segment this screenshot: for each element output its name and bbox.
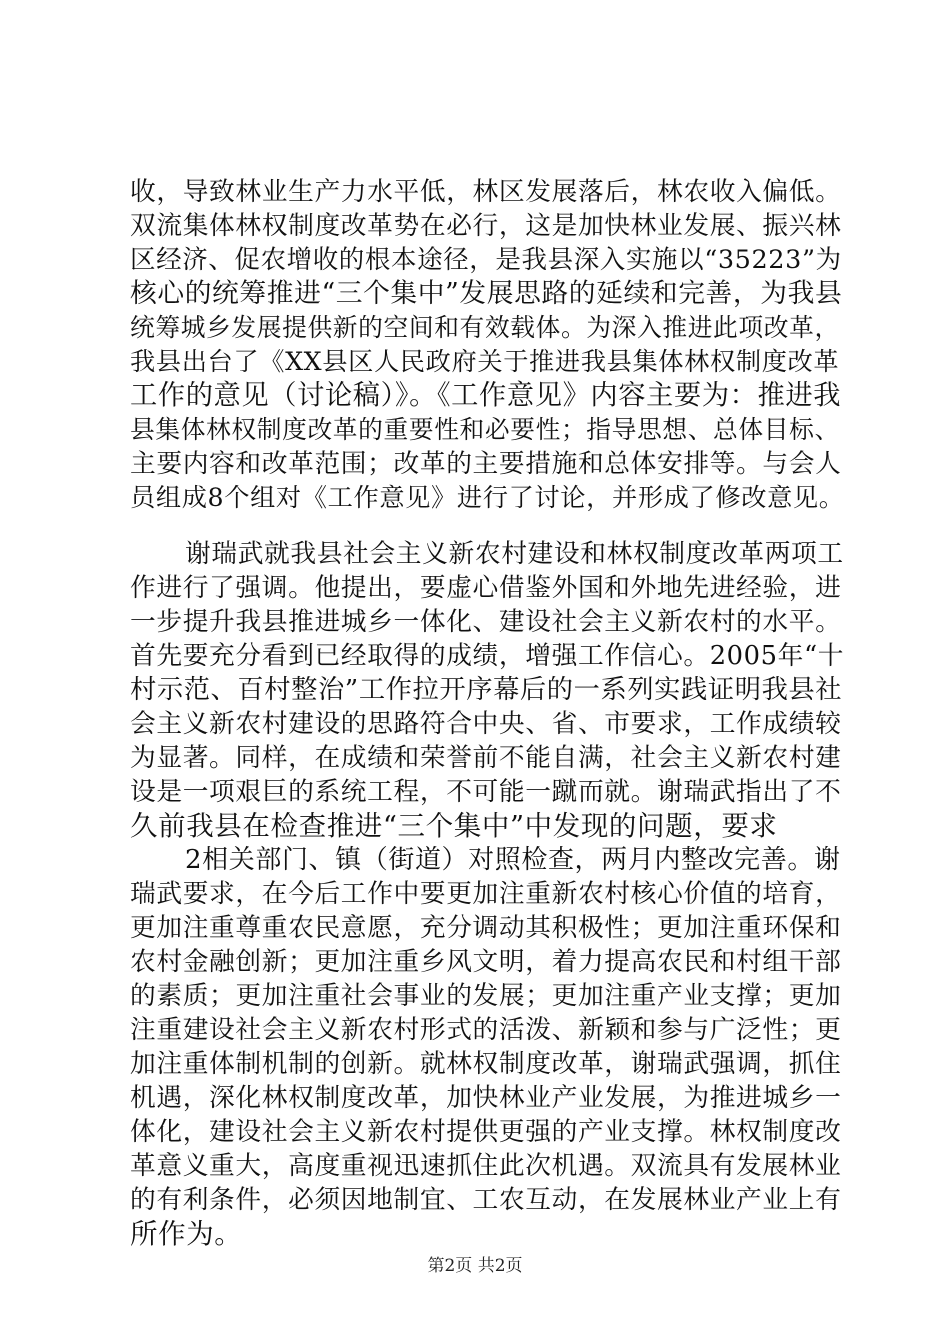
text-line: 的有利条件，必须因地制宜、工农互动，在发展林业产业上有 [130, 1185, 842, 1215]
text-line: 作进行了强调。他提出，要虚心借鉴外国和外地先进经验，进 [130, 573, 842, 603]
text-line: 所作为。 [130, 1218, 243, 1250]
text-line: 设是一项艰巨的系统工程，不可能一蹴而就。谢瑞武指出了不 [130, 777, 842, 807]
text-line: 为显著。同样，在成绩和荣誉前不能自满，社会主义新农村建 [130, 743, 842, 773]
text-line: 会主义新农村建设的思路符合中央、省、市要求，工作成绩较 [130, 709, 842, 739]
text-line: 的素质；更加注重社会事业的发展；更加注重产业支撑；更加 [130, 981, 842, 1011]
text-line: 区经济、促农增收的根本途径，是我县深入实施以“35223”为 [130, 245, 842, 275]
text-line: 更加注重尊重农民意愿，充分调动其积极性；更加注重环保和 [130, 913, 842, 943]
text-line: 我县出台了《XX县区人民政府关于推进我县集体林权制度改革 [130, 347, 840, 376]
text-line: 一步提升我县推进城乡一体化、建设社会主义新农村的水平。 [130, 607, 842, 637]
text-line: 工作的意见（讨论稿）》。《工作意见》内容主要为：推进我 [130, 380, 842, 411]
text-line: 谢瑞武就我县社会主义新农村建设和林权制度改革两项工 [185, 539, 844, 569]
text-line: 农村金融创新；更加注重乡风文明，着力提高农民和村组干部 [130, 947, 842, 977]
text-line: 首先要充分看到已经取得的成绩，增强工作信心。2005年“十 [130, 641, 845, 671]
page-number-footer: 第2页 共2页 [427, 1256, 523, 1276]
text-line: 2相关部门、镇（街道）对照检查，两月内整改完善。谢 [185, 845, 841, 875]
text-line: 村示范、百村整治”工作拉开序幕后的一系列实践证明我县社 [130, 675, 843, 705]
text-line: 县集体林权制度改革的重要性和必要性；指导思想、总体目标、 [130, 415, 840, 444]
text-line: 体化，建设社会主义新农村提供更强的产业支撑。林权制度改 [130, 1117, 842, 1147]
text-line: 核心的统筹推进“三个集中”发展思路的延续和完善，为我县 [130, 278, 843, 309]
text-line: 收，导致林业生产力水平低，林区发展落后，林农收入偏低。 [130, 177, 842, 207]
text-line: 注重建设社会主义新农村形式的活泼、新颖和参与广泛性；更 [130, 1015, 842, 1045]
text-line: 统筹城乡发展提供新的空间和有效载体。为深入推进此项改革， [130, 313, 840, 342]
text-line: 员组成8个组对《工作意见》进行了讨论，并形成了修改意见。 [130, 483, 845, 512]
text-line: 瑞武要求，在今后工作中要更加注重新农村核心价值的培育， [130, 879, 842, 909]
text-line: 革意义重大，高度重视迅速抓住此次机遇。双流具有发展林业 [130, 1151, 842, 1181]
text-line: 主要内容和改革范围；改革的主要措施和总体安排等。与会人 [130, 449, 842, 479]
text-line: 久前我县在检查推进“三个集中”中发现的问题，要求 [130, 810, 778, 842]
text-line: 双流集体林权制度改革势在必行，这是加快林业发展、振兴林 [130, 211, 842, 241]
text-line: 加注重体制机制的创新。就林权制度改革，谢瑞武强调，抓住 [130, 1049, 842, 1079]
text-line: 机遇，深化林权制度改革，加快林业产业发展，为推进城乡一 [130, 1083, 842, 1113]
